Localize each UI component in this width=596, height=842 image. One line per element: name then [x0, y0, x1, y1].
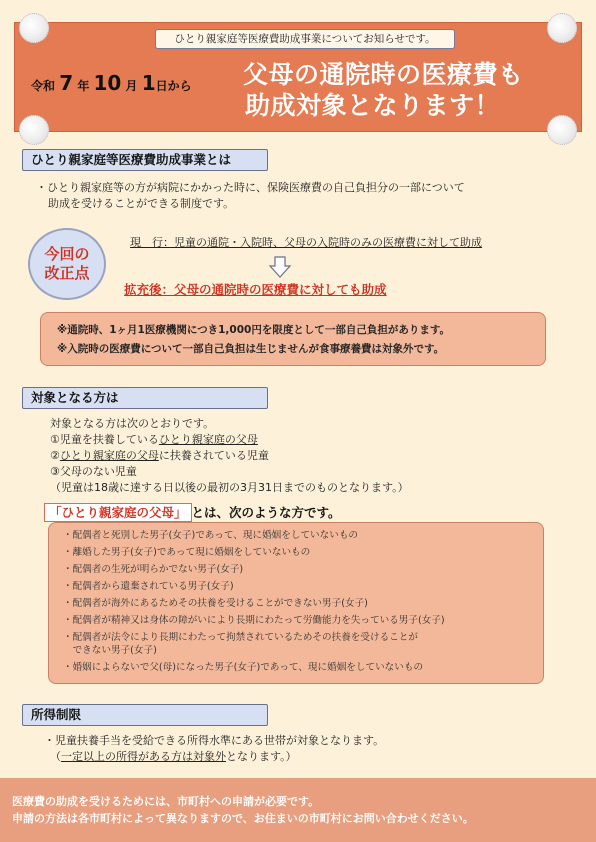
income-line-1: ・児童扶養手当を受給できる所得水準にある世帯が対象となります。 [44, 734, 385, 747]
date-month-unit: 月 [125, 79, 138, 93]
list-item: ・配偶者が海外にあるためその扶養を受けることができない男子(女子) [63, 598, 368, 609]
header-banner [14, 22, 582, 132]
parent-definition-list [48, 522, 544, 684]
income-line-2-prefix: （ [50, 750, 61, 763]
section-label-income: 所得制限 [22, 704, 268, 726]
change-point-badge [28, 228, 106, 300]
date-year-unit: 年 [77, 79, 90, 93]
parent-definition-term: 「ひとり親家庭の父母」 [44, 503, 192, 522]
list-item: ・配偶者が法令により長期にわたって拘禁されているためその扶養を受けることが [63, 632, 418, 643]
income-line-2-suffix: となります。） [226, 750, 297, 763]
current-rule: 現 行：児童の通院・入院時、父母の入院時のみの医療費に対して助成 [130, 236, 482, 249]
footer-line-1: 医療費の助成を受けるためには、市町村への申請が必要です。 [12, 795, 320, 808]
target-item-note: （児童は18歳に達する日以後の最初の3月31日までのものとなります。） [50, 481, 409, 494]
effective-date [31, 71, 192, 95]
decor-dot-icon [547, 13, 577, 43]
section-label-target: 対象となる方は [22, 387, 268, 409]
date-era: 令和 [31, 79, 56, 93]
date-day: 1 [141, 71, 156, 95]
list-item: できない男子(女子) [63, 645, 157, 656]
target-item-2 [50, 448, 269, 464]
about-body-1: ・ひとり親家庭等の方が病院にかかった時に、保険医療費の自己負担分の一部について [36, 181, 465, 194]
list-item: ・配偶者と死別した男子(女子)であって、現に婚姻をしていないもの [63, 530, 359, 541]
headline [243, 59, 573, 121]
list-item: ・配偶者から遺棄されている男子(女子) [63, 581, 234, 592]
about-body-2: 助成を受けることができる制度です。 [48, 197, 235, 210]
list-item: ・婚姻によらないで父(母)になった男子(女子)であって、現に婚姻をしていないもの [63, 662, 424, 673]
decor-dot-icon [19, 115, 49, 145]
headline-line-2: 助成対象となります！ [245, 91, 501, 120]
income-line-2-underlined: 一定以上の所得がある方は対象外 [61, 750, 226, 763]
expanded-rule: 拡充後：父母の通院時の医療費に対しても助成 [124, 282, 387, 297]
note-inpatient: ※入院時の医療費について一部自己負担は生じませんが食事療養費は対象外です。 [57, 343, 445, 355]
parent-definition-heading [44, 503, 384, 523]
list-item: ・離婚した男子(女子)であって現に婚姻をしていないもの [63, 547, 311, 558]
footer-line-2: 申請の方法は各市町村によって異なりますので、お住まいの市町村にお問い合わせください。 [12, 812, 474, 825]
decor-dot-icon [19, 13, 49, 43]
change-label-1: 今回の [44, 245, 90, 263]
note-outpatient: ※通院時、1ヶ月1医療機関につき1,000円を限度として一部自己負担があります。 [57, 324, 450, 336]
target-item-1-underlined: ひとり親家庭の父母 [158, 433, 258, 446]
notice-pill: ひとり親家庭等医療費助成事業についてお知らせです。 [155, 29, 455, 49]
date-year: 7 [59, 71, 74, 95]
notes-box [40, 312, 546, 366]
target-item-1 [50, 432, 258, 448]
list-item: ・配偶者の生死が明らかでない男子(女子) [63, 564, 244, 575]
parent-definition-rest: とは、次のような方です。 [191, 505, 341, 520]
income-line-2 [50, 749, 297, 765]
target-item-1-prefix: ①児童を扶養している [50, 433, 159, 446]
date-day-unit: 日から [155, 79, 192, 93]
target-item-2-suffix: に扶養されている児童 [158, 449, 269, 462]
list-item: ・配偶者が精神又は身体の障がいにより長期にわたって労働能力を失っている男子(女子) [63, 615, 445, 626]
change-label-2: 改正点 [44, 264, 90, 282]
target-item-2-underlined: ひとり親家庭の父母 [59, 449, 159, 462]
target-item-3: ③父母のない児童 [50, 465, 137, 478]
target-intro: 対象となる方は次のとおりです。 [50, 417, 215, 430]
date-month: 10 [93, 71, 122, 95]
section-label-about: ひとり親家庭等医療費助成事業とは [22, 149, 268, 171]
target-item-2-prefix: ② [50, 449, 60, 462]
headline-line-1: 父母の通院時の医療費も [243, 60, 524, 89]
footer-banner [0, 778, 596, 842]
down-arrow-icon [268, 256, 292, 278]
